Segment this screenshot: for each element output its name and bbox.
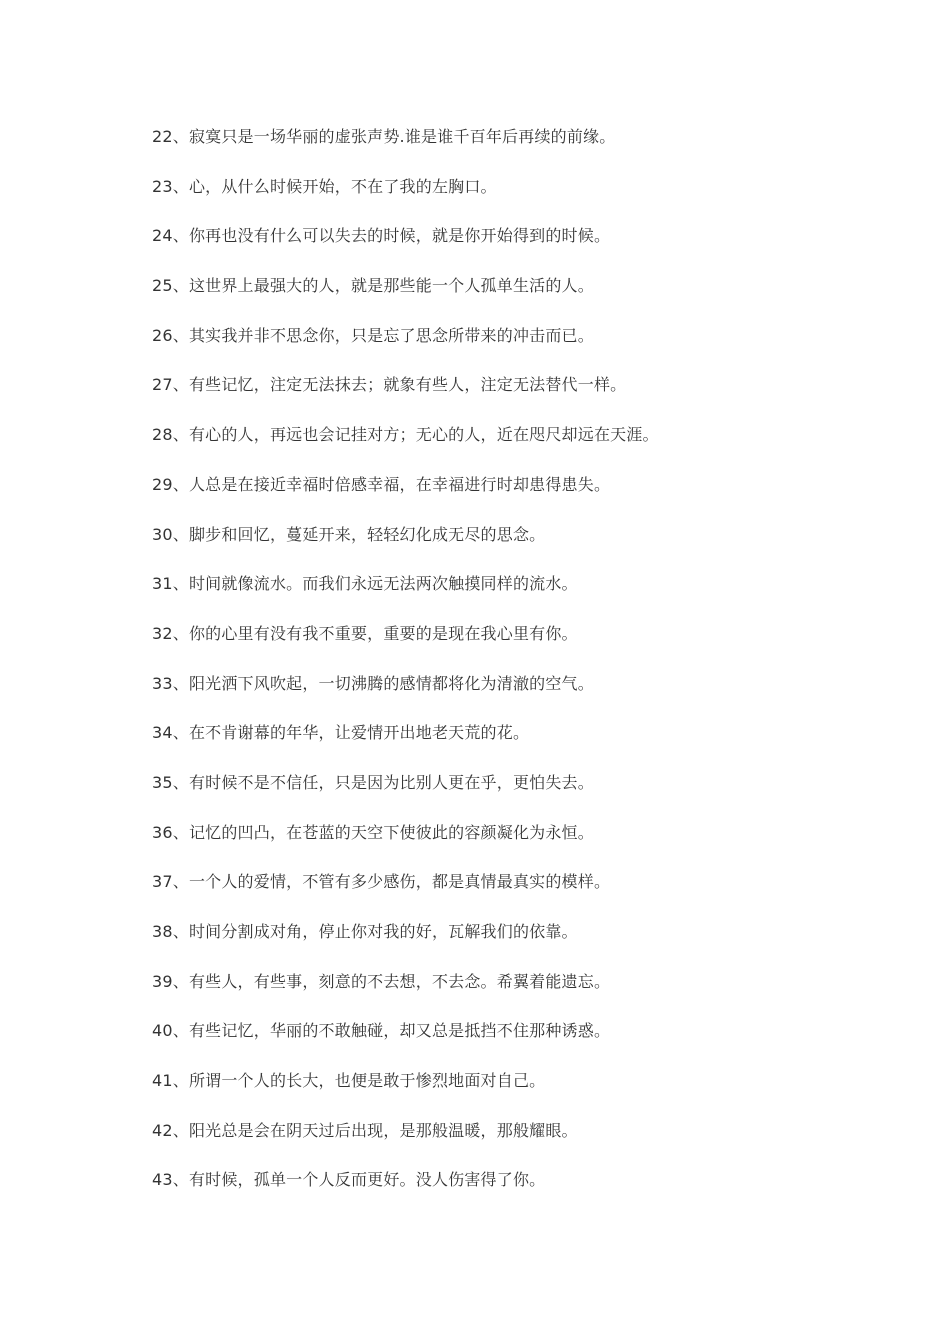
quote-line-22: 22、寂寞只是一场华丽的虚张声势.谁是谁千百年后再续的前缘。 [152, 127, 616, 146]
quote-line-30: 30、脚步和回忆，蔓延开来，轻轻幻化成无尽的思念。 [152, 524, 546, 544]
quote-line-29: 29、人总是在接近幸福时倍感幸福，在幸福进行时却患得患失。 [152, 474, 611, 494]
quote-line-35: 35、有时候不是不信任，只是因为比别人更在乎，更怕失去。 [152, 772, 594, 792]
quote-line-24: 24、你再也没有什么可以失去的时候，就是你开始得到的时候。 [152, 226, 611, 246]
quote-line-43: 43、有时候，孤单一个人反而更好。没人伤害得了你。 [152, 1170, 546, 1190]
quote-line-39: 39、有些人，有些事，刻意的不去想，不去念。希翼着能遗忘。 [152, 971, 611, 991]
quote-line-38: 38、时间分割成对角，停止你对我的好，瓦解我们的依靠。 [152, 922, 578, 941]
quote-line-27: 27、有些记忆，注定无法抹去；就象有些人，注定无法替代一样。 [152, 375, 627, 395]
quote-line-34: 34、在不肯谢幕的年华，让爱情开出地老天荒的花。 [152, 723, 530, 743]
quote-line-40: 40、有些记忆，华丽的不敢触碰，却又总是抵挡不住那种诱惑。 [152, 1021, 611, 1041]
quote-line-41: 41、所谓一个人的长大，也便是敢于惨烈地面对自己。 [152, 1071, 546, 1091]
quote-line-25: 25、这世界上最强大的人，就是那些能一个人孤单生活的人。 [152, 276, 594, 296]
quote-line-42: 42、阳光总是会在阴天过后出现，是那般温暖，那般耀眼。 [152, 1120, 578, 1140]
quote-line-32: 32、你的心里有没有我不重要，重要的是现在我心里有你。 [152, 623, 578, 643]
quote-line-31: 31、时间就像流水。而我们永远无法两次触摸同样的流水。 [152, 574, 578, 594]
quote-line-33: 33、阳光洒下风吹起，一切沸腾的感情都将化为清澈的空气。 [152, 673, 594, 693]
quote-line-28: 28、有心的人，再远也会记挂对方；无心的人，近在咫尺却远在天涯。 [152, 425, 659, 445]
quote-list [152, 124, 659, 1217]
quote-line-36: 36、记忆的凹凸，在苍蓝的天空下使彼此的容颜凝化为永恒。 [152, 822, 594, 842]
quote-line-23: 23、心，从什么时候开始，不在了我的左胸口。 [152, 176, 497, 196]
quote-line-37: 37、一个人的爱情，不管有多少感伤，都是真情最真实的模样。 [152, 872, 611, 892]
quote-line-26: 26、其实我并非不思念你，只是忘了思念所带来的冲击而已。 [152, 325, 594, 345]
